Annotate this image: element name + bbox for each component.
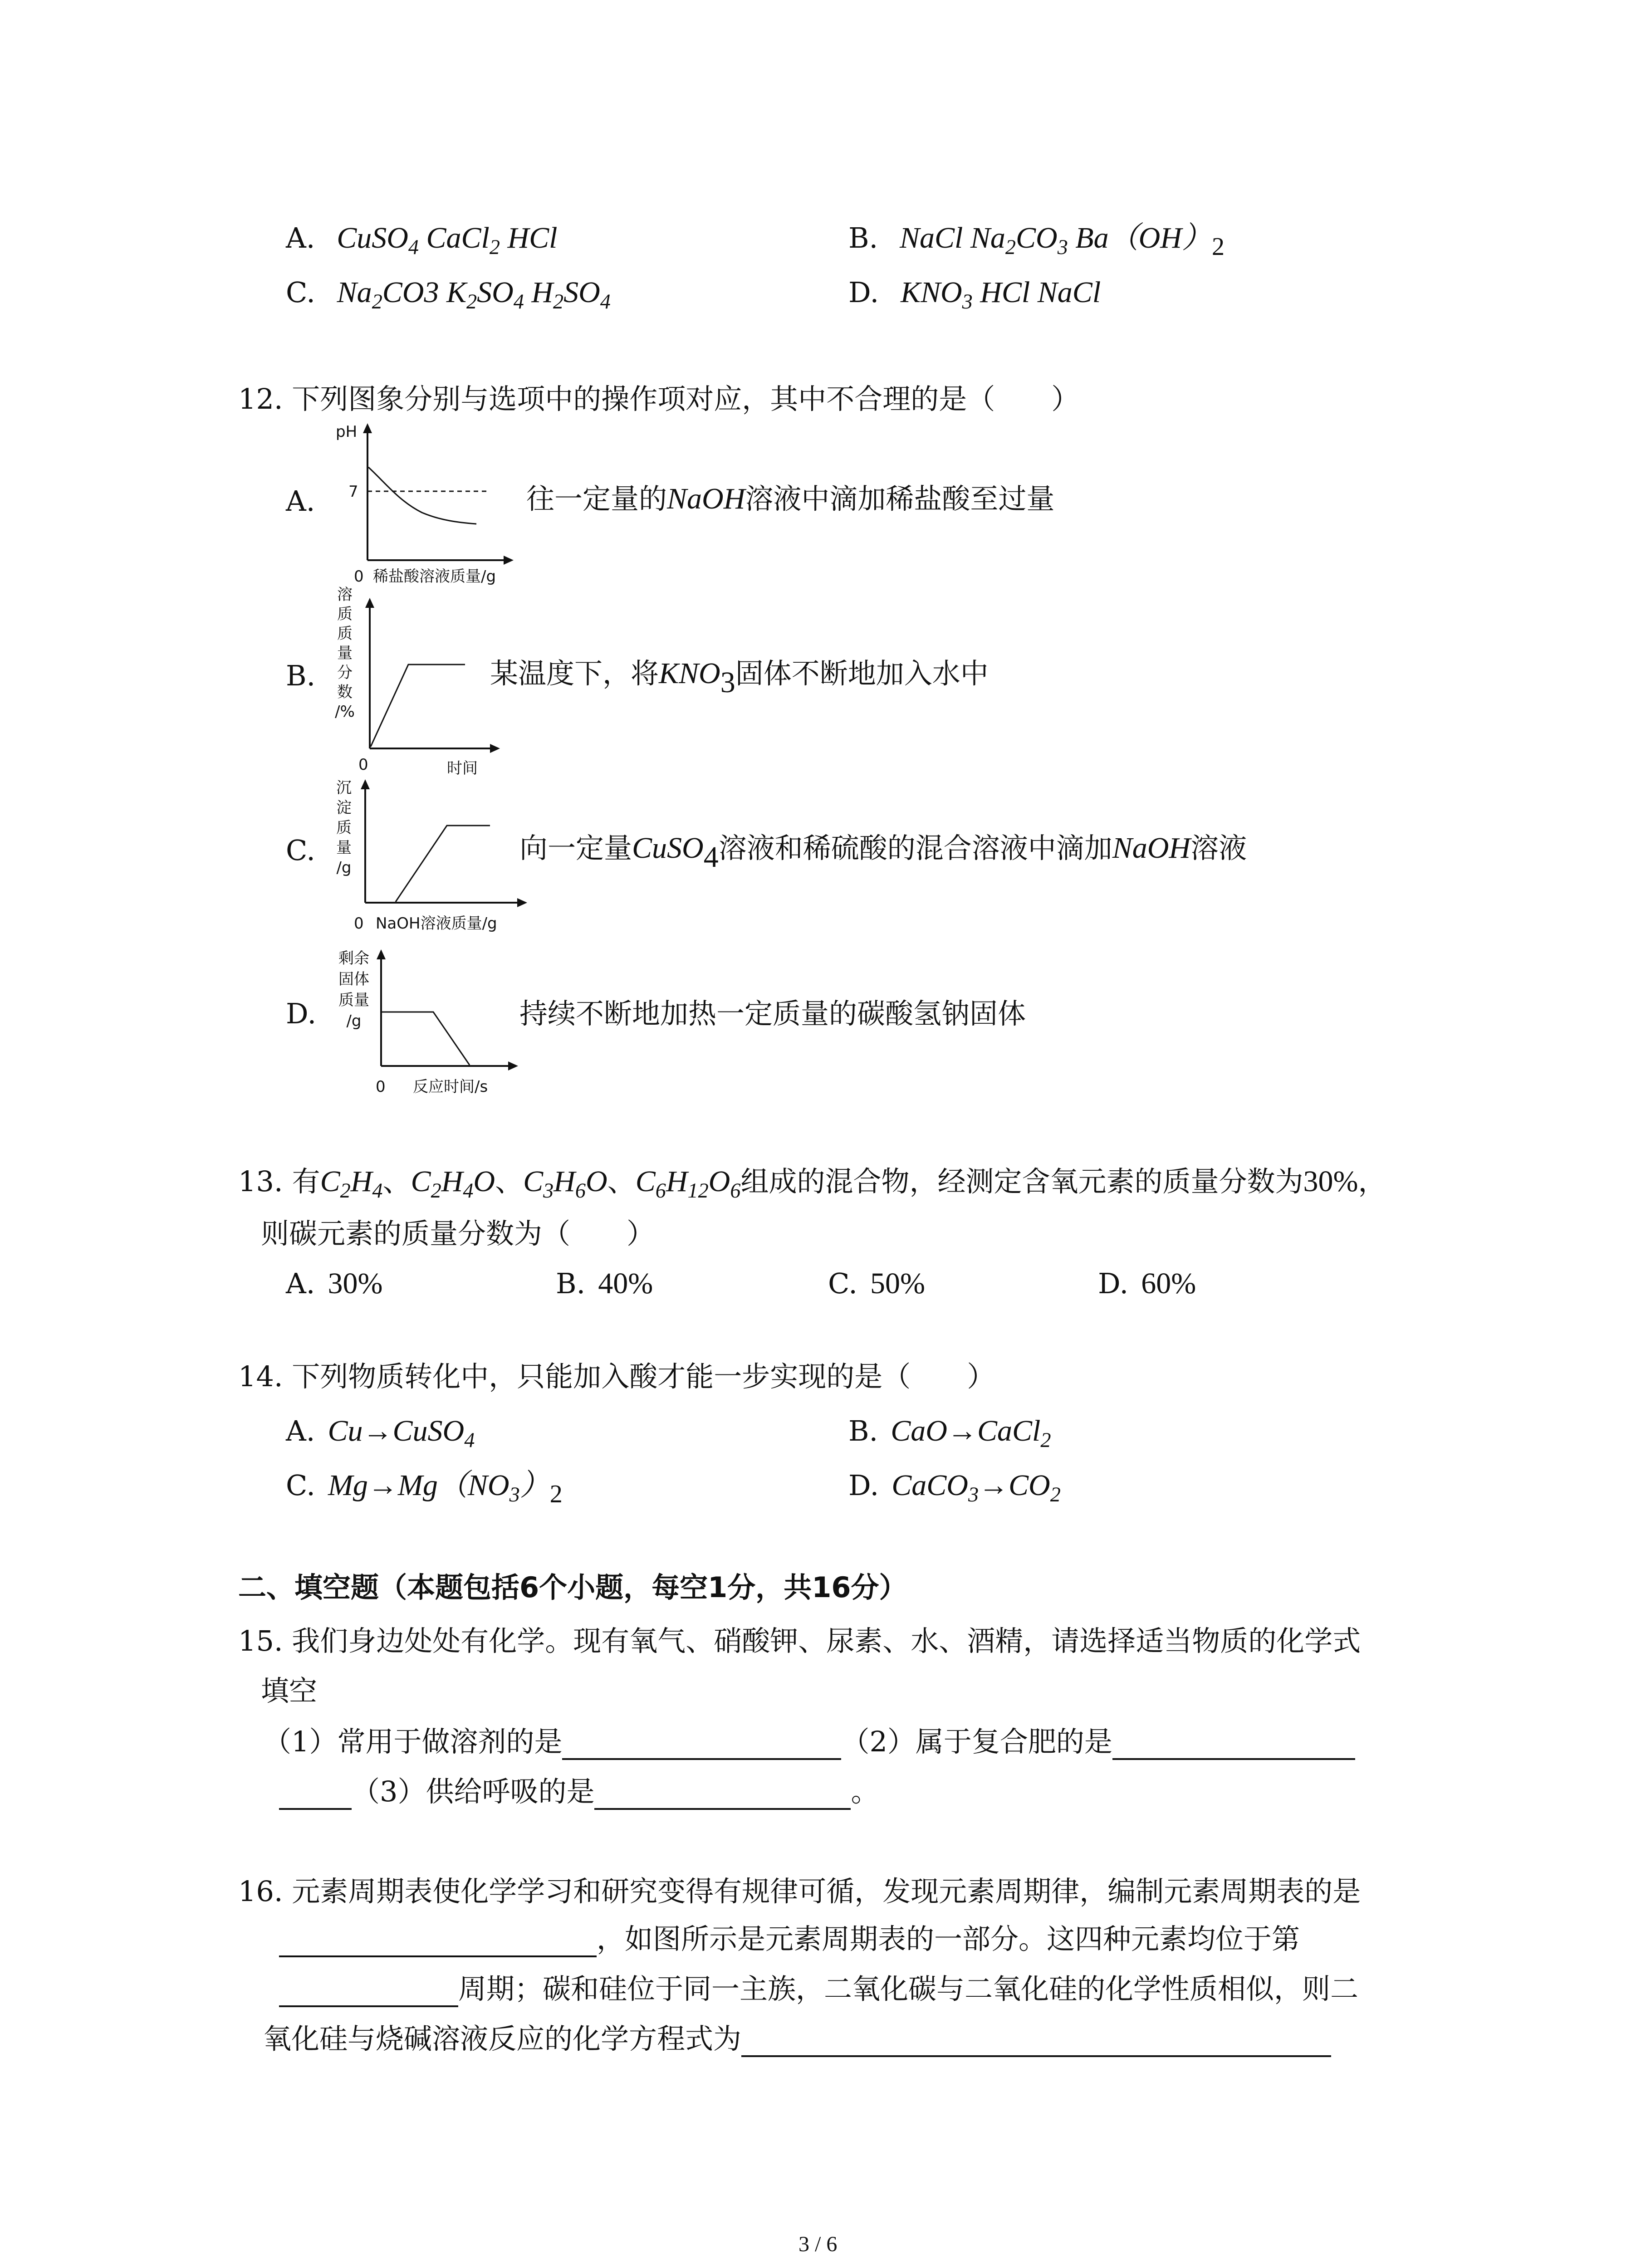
q11-option-a: A. CuSO$_4$ CaCl$_2$ HCl <box>286 221 558 259</box>
q12-c-graph <box>354 771 544 934</box>
q12-b-y-label: 溶 质 质 量 分 数 /% <box>335 586 355 721</box>
q14-stem: 14. 下列物质转化中，只能加入酸才能一步实现的是（ ） <box>238 1360 995 1393</box>
q12-c-letter: C. <box>286 834 315 867</box>
q12-c-y-label: 沉 淀 质 量 /g <box>336 779 352 877</box>
page-number: 3 / 6 <box>798 2232 838 2256</box>
q16-line4: 氧化硅与烧碱溶液反应的化学方程式为 <box>263 2021 1331 2057</box>
q15-line1: 15. 我们身边处处有化学。现有氧气、硝酸钾、尿素、水、酒精，请选择适当物质的化学式 <box>238 1624 1361 1657</box>
q15-part1: （1）常用于做溶剂的是 <box>263 1725 563 1758</box>
q16-blank-2[interactable] <box>279 1976 458 2007</box>
q12-d-y-label: 剩余 固体 质量 /g <box>338 949 369 1030</box>
q15-line3 <box>263 1724 1355 1760</box>
q12-b-x-label: 时间 <box>447 759 478 777</box>
q11-option-c: C. $Na_2CO3$ $K_2SO_4$ $H_2SO_4$ <box>286 276 611 313</box>
q13-option-b: B. 40% <box>556 1267 653 1300</box>
q15-blank-2a[interactable] <box>1112 1729 1355 1760</box>
q12-c-x-label: NaOH溶液质量/g <box>376 914 497 933</box>
q13-line2: 则碳元素的质量分数为（ ） <box>261 1217 655 1250</box>
q11-option-d: D. $KNO_3$ HCl NaCl <box>848 276 1101 313</box>
q16-line2: ，如图所示是元素周期表的一部分。这四种元素均位于第 <box>279 1921 1300 1957</box>
q13-option-a: A. 30% <box>286 1267 383 1300</box>
q15-blank-2b[interactable] <box>279 1779 352 1810</box>
q12-a-text: 往一定量的NaOH溶液中滴加稀盐酸至过量 <box>526 482 1055 515</box>
q15-part2: （2）属于复合肥的是 <box>841 1725 1112 1758</box>
q12-b-letter: B. <box>286 659 316 692</box>
q12-d-text: 持续不断地加热一定质量的碳酸氢钠固体 <box>519 997 1026 1030</box>
q12-a-y-label: pH <box>336 423 358 441</box>
q11-option-b: B. NaCl $Na_2CO_3$ Ba（OH）2 <box>848 221 1225 261</box>
q12-c-text: 向一定量CuSO$_4$溶液和稀硫酸的混合溶液中滴加NaOH溶液 <box>519 831 1247 874</box>
q15-line2: 填空 <box>261 1674 318 1707</box>
q12-b-origin: 0 <box>358 756 368 774</box>
q14-option-a: A. Cu→CuSO$_4$ <box>286 1414 475 1452</box>
q16-blank-3[interactable] <box>741 2026 1331 2057</box>
q14-option-c: C. $Mg\to Mg(NO_3)2$ <box>286 1469 563 1508</box>
q12-b-text: 某温度下，将$KNO_3$固体不断地加入水中 <box>490 657 989 699</box>
q12-d-letter: D. <box>286 997 317 1030</box>
section-title: 二、填空题（本题包括6个小题，每空1分，共16分） <box>238 1571 907 1604</box>
q16-line3: 周期；碳和硅位于同一主族，二氧化碳与二氧化硅的化学性质相似，则二 <box>279 1971 1358 2007</box>
q12-stem: 12. 下列图象分别与选项中的操作项对应，其中不合理的是（ ） <box>238 382 1080 415</box>
q13-option-c: C. 50% <box>828 1267 925 1300</box>
q12-a-graph <box>336 420 526 592</box>
q15-line4: （3）供给呼吸的是 。 <box>279 1774 879 1810</box>
q14-option-d: D. $CaCO_3\to CO_2$ <box>848 1469 1061 1506</box>
q12-d-origin: 0 <box>376 1078 386 1096</box>
q15-part3: （3）供给呼吸的是 <box>352 1775 595 1808</box>
q16-blank-1[interactable] <box>279 1926 597 1957</box>
q12-a-y-tick: 7 <box>348 483 358 501</box>
q12-a-x-label: 稀盐酸溶液质量/g <box>373 567 496 586</box>
q14-option-b: B. CaO→CaCl$_2$ <box>848 1414 1051 1452</box>
q13-line1: 13. 有$C_2H_4$、$C_2H_4O$、$C_3H_6O$、$C_6H_{12}O_6$组成的混合物，经测定含氧元素的质量分数为30%， <box>238 1165 1386 1202</box>
q12-d-x-label: 反应时间/s <box>413 1078 488 1096</box>
q12-b-graph <box>358 590 513 780</box>
q15-blank-3[interactable] <box>594 1779 851 1810</box>
q12-c-origin: 0 <box>354 914 364 933</box>
q15-blank-1[interactable] <box>562 1729 841 1760</box>
q13-option-d: D. 60% <box>1098 1267 1196 1300</box>
q16-line1: 16. 元素周期表使化学学习和研究变得有规律可循，发现元素周期律，编制元素周期表的是 <box>238 1875 1361 1908</box>
q12-a-origin: 0 <box>354 567 364 586</box>
q12-a-letter: A. <box>286 484 315 518</box>
